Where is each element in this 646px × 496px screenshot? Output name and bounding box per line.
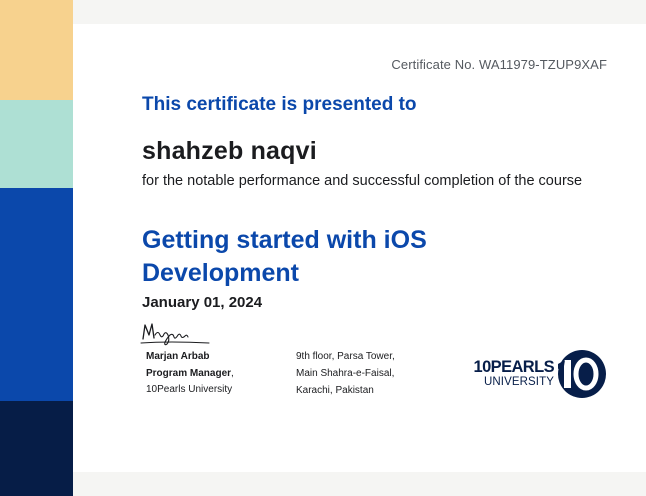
signatory-name: Marjan Arbab — [146, 351, 210, 362]
address-line-3: Karachi, Pakistan — [296, 385, 374, 396]
address-block — [296, 348, 395, 399]
course-title: Getting started with iOS Development — [142, 226, 427, 287]
completion-text: for the notable performance and successful completion of the course — [142, 173, 583, 189]
completion-date: January 01, 2024 — [142, 294, 263, 311]
stripe-mint — [0, 100, 73, 188]
stripe-blue — [0, 188, 73, 401]
signatory-title: Program Manager — [146, 367, 232, 379]
logo-brand: 10PEARLS — [473, 358, 554, 376]
recipient-name: shahzeb naqvi — [142, 137, 317, 165]
logo-wordmark — [462, 359, 554, 389]
stripe-navy — [0, 401, 73, 496]
signatory-organization: 10Pearls University — [146, 384, 233, 395]
certificate-card — [73, 24, 646, 472]
tenpearls-university-logo — [462, 348, 608, 400]
certificate-number: Certificate No. WA11979-TZUP9XAF — [391, 57, 607, 72]
signatory-title-suffix: , — [231, 367, 234, 379]
stripe-yellow — [0, 0, 73, 100]
address-line-1: 9th floor, Parsa Tower, — [296, 351, 395, 362]
logo-mark-icon — [554, 348, 608, 400]
logo-sub: UNIVERSITY — [483, 376, 554, 388]
signatory-block — [146, 349, 234, 399]
address-line-2: Main Shahra-e-Faisal, — [296, 368, 395, 379]
presented-heading: This certificate is presented to — [142, 94, 417, 115]
signatory-title-line — [146, 366, 234, 383]
signature-image — [139, 320, 213, 350]
